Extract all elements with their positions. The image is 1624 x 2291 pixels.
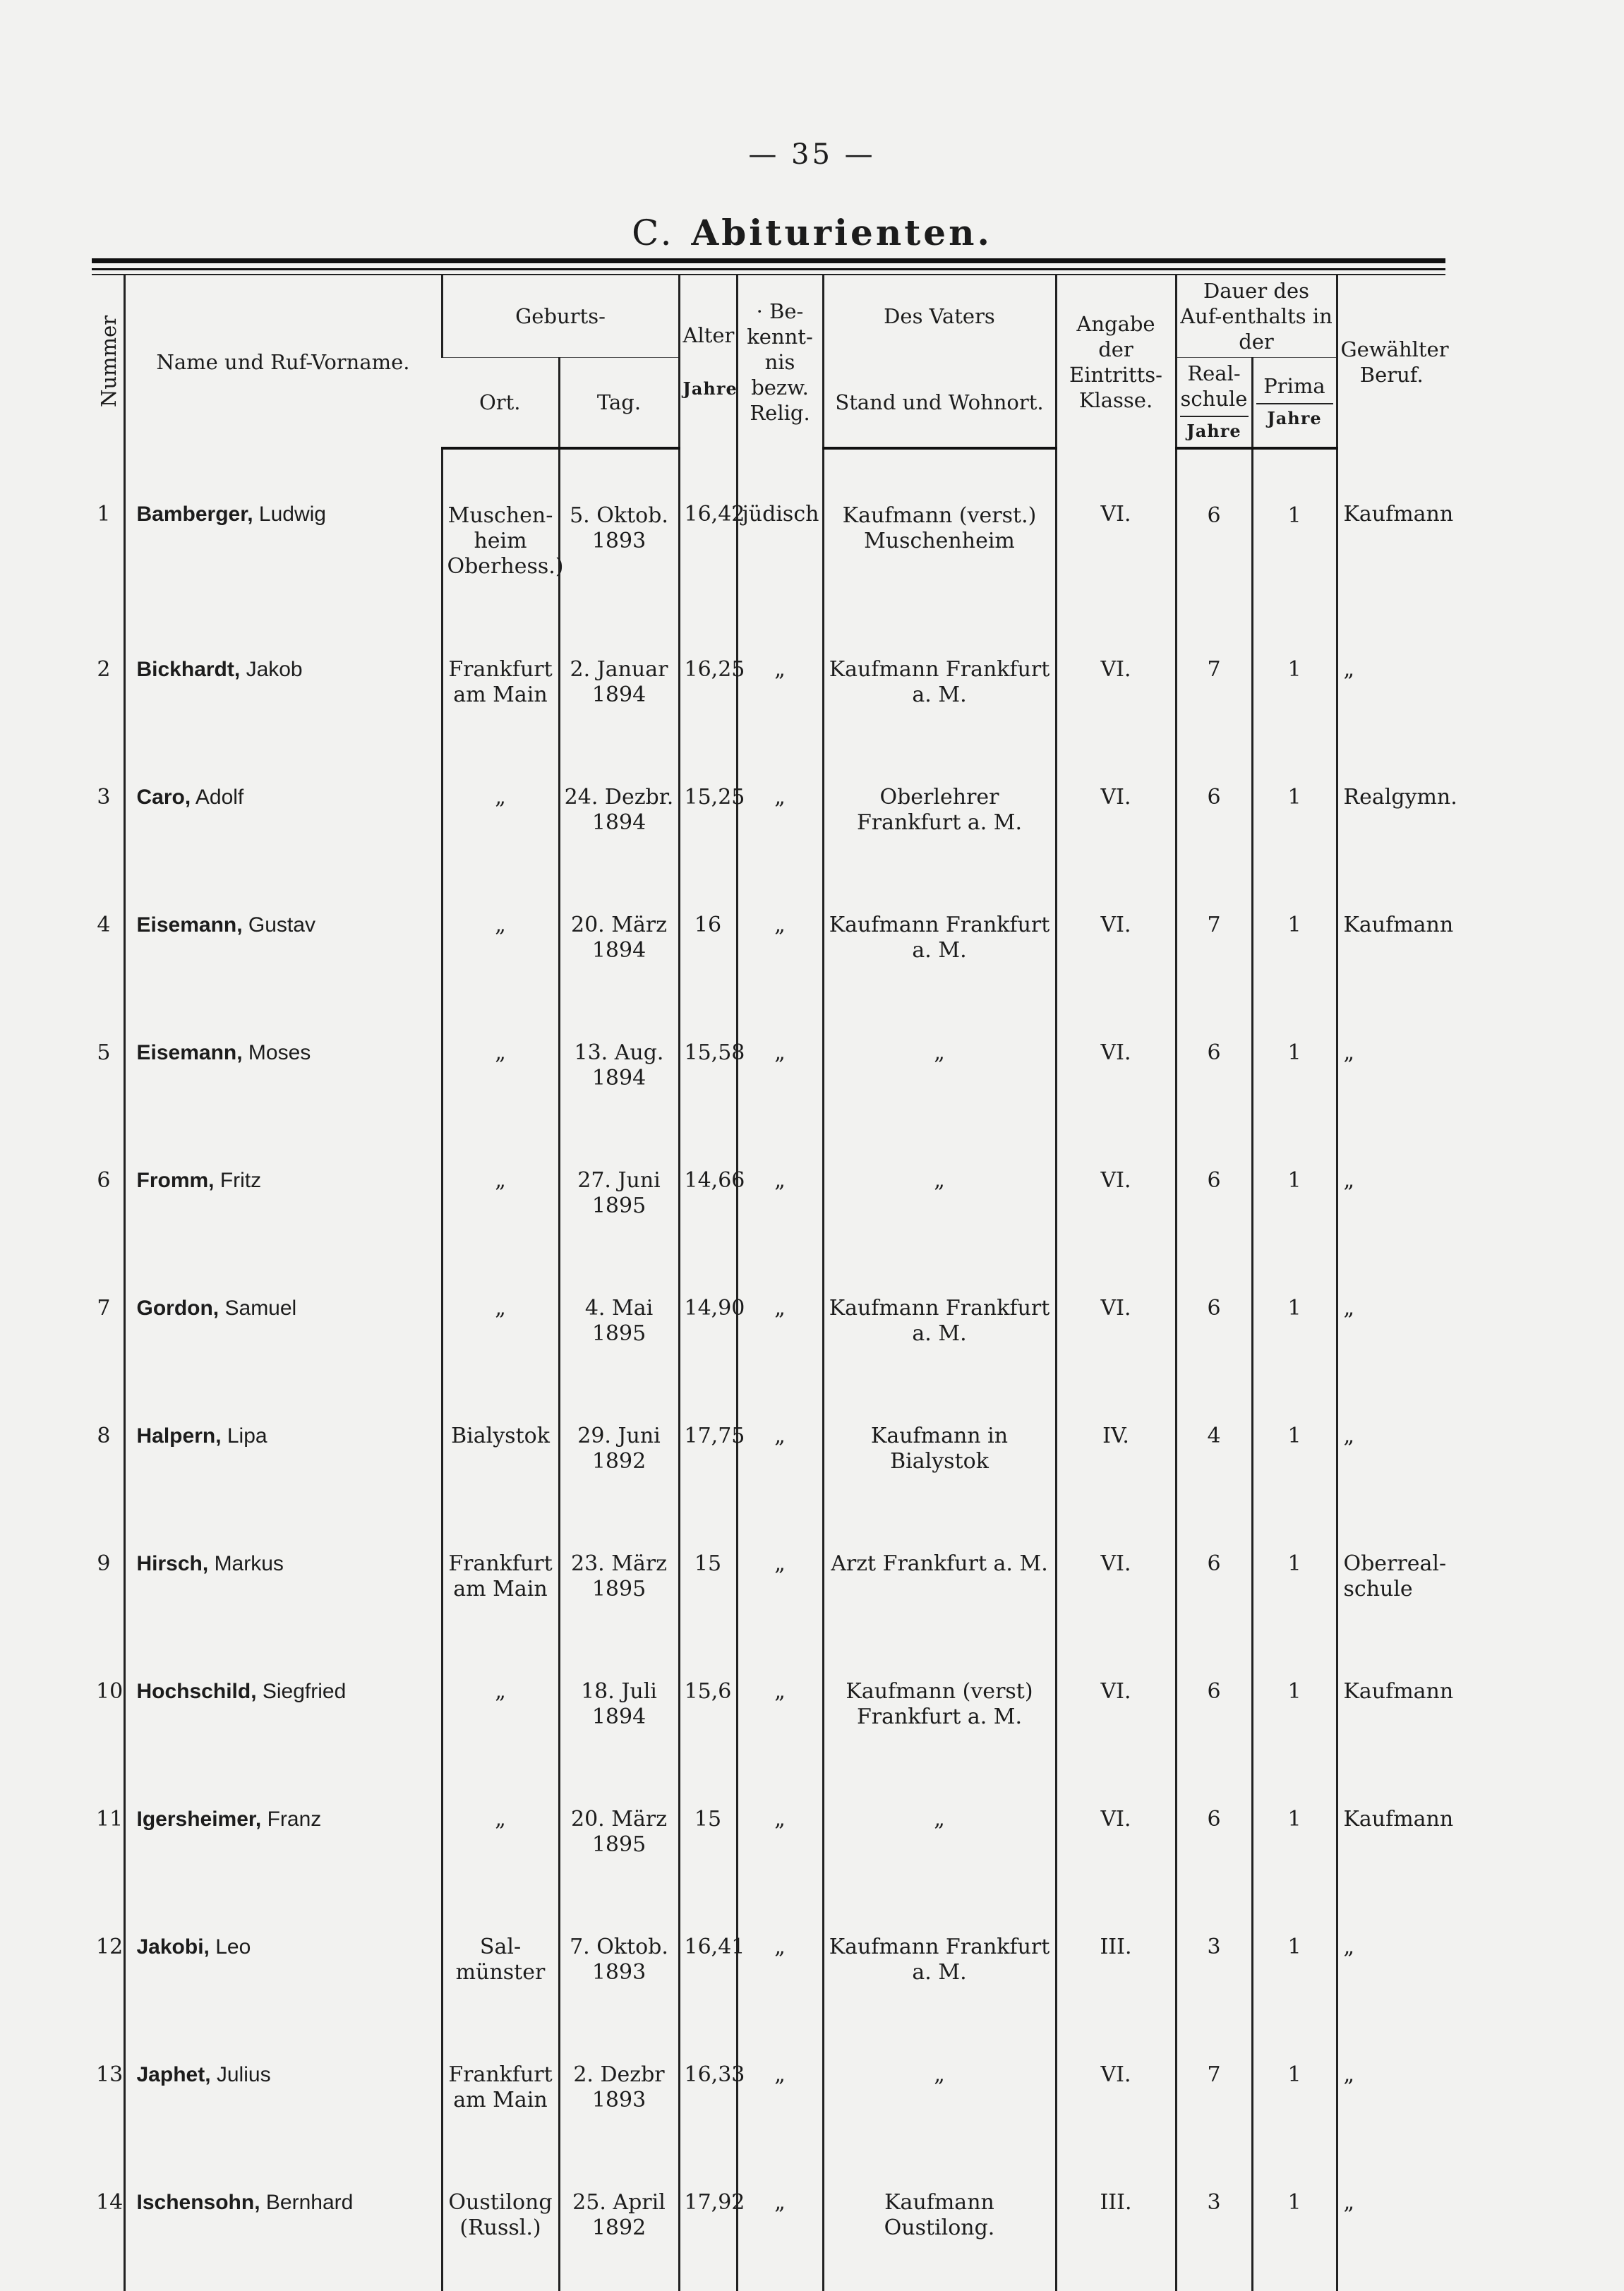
cell-firstname: Siegfried [262, 1680, 347, 1703]
cell-religion: jüdisch [737, 448, 823, 630]
cell-alter: 15 [679, 1525, 737, 1652]
cell-firstname: Franz [267, 1808, 322, 1831]
cell-klasse: VI. [1056, 1780, 1176, 1908]
cell-beruf: „ [1337, 1269, 1445, 1397]
cell-name [124, 630, 442, 758]
table-row [92, 2163, 1445, 2291]
cell-nr: 14 [96, 2190, 124, 2215]
cell-tag: 2. Dezbr 1893 [559, 2036, 679, 2163]
cell-name [124, 1014, 442, 1141]
cell-religion: „ [737, 2163, 823, 2291]
cell-alter: 16,41 [679, 1908, 737, 2036]
table-row [92, 2036, 1445, 2163]
header-realschule-unit: Jahre [1180, 416, 1249, 444]
cell-beruf: „ [1337, 2163, 1445, 2291]
cell-vater: Kaufmann (verst) Frankfurt a. M. [823, 1652, 1056, 1780]
cell-surname: Igersheimer, [136, 1808, 262, 1831]
table-row [92, 1652, 1445, 1780]
cell-tag: 13. Aug. 1894 [559, 1014, 679, 1141]
header-prima-label: Prima [1263, 374, 1325, 398]
cell-surname: Ischensohn, [136, 2191, 260, 2214]
cell-beruf: „ [1337, 2036, 1445, 2163]
header-religion: · Be-kennt-nis bezw. Relig. [737, 275, 823, 448]
cell-religion: „ [737, 2036, 823, 2163]
cell-klasse: VI. [1056, 630, 1176, 758]
page-number: — 35 — [748, 138, 876, 171]
cell-klasse: IV. [1056, 1397, 1176, 1525]
cell-nr: 5 [97, 1040, 111, 1065]
cell-firstname: Adolf [195, 786, 244, 809]
cell-nr: 9 [97, 1551, 111, 1576]
cell-tag: 25. April 1892 [559, 2163, 679, 2291]
header-ort: Ort. [442, 358, 559, 449]
header-tag: Tag. [559, 358, 679, 449]
table-row [92, 1269, 1445, 1397]
cell-realschule: 6 [1176, 758, 1252, 886]
cell-religion: „ [737, 1780, 823, 1908]
cell-realschule: 7 [1176, 630, 1252, 758]
cell-alter: 14,66 [679, 1141, 737, 1269]
cell-ort: „ [442, 1652, 559, 1780]
cell-name [124, 1908, 442, 2036]
cell-vater: „ [823, 1014, 1056, 1141]
table-row [92, 758, 1445, 886]
cell-klasse: VI. [1056, 2036, 1176, 2163]
cell-prima: 1 [1252, 1652, 1337, 1780]
cell-prima: 1 [1252, 1269, 1337, 1397]
cell-realschule: 6 [1176, 1525, 1252, 1652]
cell-ort: „ [442, 1269, 559, 1397]
cell-ort: „ [442, 1014, 559, 1141]
cell-firstname: Jakob [246, 658, 303, 681]
cell-prima: 1 [1252, 630, 1337, 758]
cell-klasse: VI. [1056, 448, 1176, 630]
cell-nr: 7 [97, 1296, 111, 1321]
cell-surname: Japhet, [136, 2063, 211, 2086]
cell-surname: Gordon, [136, 1297, 219, 1320]
table-row [92, 448, 1445, 630]
cell-surname: Eisemann, [136, 1041, 243, 1064]
cell-name [124, 1652, 442, 1780]
cell-prima: 1 [1252, 1525, 1337, 1652]
cell-beruf: Realgymn. [1337, 758, 1445, 886]
cell-name [124, 1397, 442, 1525]
header-alter [679, 275, 737, 448]
cell-alter: 16,25 [679, 630, 737, 758]
cell-prima: 1 [1252, 1908, 1337, 2036]
cell-tag: 5. Oktob. 1893 [559, 448, 679, 630]
cell-religion: „ [737, 1141, 823, 1269]
cell-vater: Kaufmann in Bialystok [823, 1397, 1056, 1525]
table-row [92, 1780, 1445, 1908]
cell-nr: 10 [96, 1679, 124, 1704]
cell-firstname: Gustav [248, 913, 315, 937]
header-vater: Des Vaters [823, 275, 1056, 358]
cell-prima: 1 [1252, 448, 1337, 630]
top-rule-thick [92, 258, 1445, 263]
cell-firstname: Markus [214, 1552, 284, 1575]
cell-vater: Oberlehrer Frankfurt a. M. [823, 758, 1056, 886]
cell-realschule: 4 [1176, 1397, 1252, 1525]
cell-realschule: 7 [1176, 2036, 1252, 2163]
cell-beruf: „ [1337, 1397, 1445, 1525]
cell-vater: Arzt Frankfurt a. M. [823, 1525, 1056, 1652]
cell-firstname: Moses [248, 1041, 311, 1064]
section-title [0, 212, 1624, 253]
cell-vater: Kaufmann (verst.) Muschenheim [823, 448, 1056, 630]
cell-firstname: Lipa [227, 1424, 267, 1448]
cell-religion: „ [737, 630, 823, 758]
cell-realschule: 6 [1176, 1014, 1252, 1141]
cell-firstname: Fritz [219, 1169, 262, 1192]
table-row [92, 1014, 1445, 1141]
cell-klasse: VI. [1056, 1014, 1176, 1141]
cell-prima: 1 [1252, 1780, 1337, 1908]
cell-klasse: VI. [1056, 1652, 1176, 1780]
cell-vater: Kaufmann Frankfurt a. M. [823, 630, 1056, 758]
cell-alter: 17,75 [679, 1397, 737, 1525]
cell-tag: 20. März 1894 [559, 886, 679, 1014]
cell-firstname: Ludwig [258, 503, 326, 526]
cell-prima: 1 [1252, 2036, 1337, 2163]
cell-realschule: 6 [1176, 448, 1252, 630]
table-row [92, 1908, 1445, 2036]
cell-tag: 24. Dezbr. 1894 [559, 758, 679, 886]
header-dauer: Dauer des Auf-enthalts in der [1176, 275, 1337, 358]
cell-ort: Frankfurt am Main [442, 1525, 559, 1652]
cell-tag: 23. März 1895 [559, 1525, 679, 1652]
cell-prima: 1 [1252, 1397, 1337, 1525]
header-realschule [1176, 358, 1252, 449]
cell-realschule: 3 [1176, 2163, 1252, 2291]
cell-surname: Halpern, [136, 1424, 222, 1448]
header-vater-sub: Stand und Wohnort. [823, 358, 1056, 449]
cell-ort: „ [442, 1780, 559, 1908]
cell-tag: 18. Juli 1894 [559, 1652, 679, 1780]
top-rule-thin [92, 268, 1445, 270]
cell-beruf: Kaufmann [1337, 1780, 1445, 1908]
cell-prima: 1 [1252, 1141, 1337, 1269]
cell-beruf: „ [1337, 1908, 1445, 2036]
cell-firstname: Leo [215, 1935, 251, 1959]
cell-nr: 3 [97, 785, 111, 810]
cell-prima: 1 [1252, 886, 1337, 1014]
cell-tag: 20. März 1895 [559, 1780, 679, 1908]
cell-beruf: „ [1337, 1014, 1445, 1141]
cell-alter: 16 [679, 886, 737, 1014]
cell-alter: 17,92 [679, 2163, 737, 2291]
cell-name [124, 2036, 442, 2163]
cell-klasse: VI. [1056, 1141, 1176, 1269]
cell-religion: „ [737, 758, 823, 886]
cell-alter: 16,42 [679, 448, 737, 630]
cell-klasse: VI. [1056, 886, 1176, 1014]
cell-religion: „ [737, 1269, 823, 1397]
cell-beruf: „ [1337, 1141, 1445, 1269]
header-beruf: Gewählter Beruf. [1337, 275, 1445, 448]
header-geburts: Geburts- [442, 275, 679, 358]
cell-name [124, 2163, 442, 2291]
cell-name [124, 1141, 442, 1269]
cell-ort: Sal-münster [442, 1908, 559, 2036]
cell-name [124, 1780, 442, 1908]
cell-ort: Muschen-heim Oberhess.) [442, 448, 559, 630]
cell-tag: 7. Oktob. 1893 [559, 1908, 679, 2036]
cell-nr: 2 [97, 657, 111, 682]
cell-tag: 2. Januar 1894 [559, 630, 679, 758]
section-heading: Abiturienten. [691, 212, 992, 253]
cell-realschule: 6 [1176, 1141, 1252, 1269]
cell-beruf: „ [1337, 630, 1445, 758]
cell-tag: 4. Mai 1895 [559, 1269, 679, 1397]
cell-nr: 11 [96, 1807, 124, 1832]
cell-alter: 15,58 [679, 1014, 737, 1141]
cell-nr: 1 [97, 502, 111, 527]
cell-tag: 27. Juni 1895 [559, 1141, 679, 1269]
cell-firstname: Bernhard [265, 2191, 354, 2214]
header-name: Name und Ruf-Vorname. [124, 275, 442, 448]
table-row [92, 630, 1445, 758]
cell-religion: „ [737, 1397, 823, 1525]
cell-alter: 14,90 [679, 1269, 737, 1397]
header-alter-label: Alter [682, 323, 735, 347]
cell-religion: „ [737, 1652, 823, 1780]
cell-nr: 13 [96, 2062, 124, 2087]
cell-surname: Bamberger, [136, 503, 253, 526]
cell-tag: 29. Juni 1892 [559, 1397, 679, 1525]
cell-klasse: VI. [1056, 758, 1176, 886]
cell-surname: Hirsch, [136, 1552, 209, 1575]
cell-ort: „ [442, 1141, 559, 1269]
cell-ort: Bialystok [442, 1397, 559, 1525]
cell-name [124, 1525, 442, 1652]
cell-beruf: Oberreal-schule [1337, 1525, 1445, 1652]
cell-klasse: III. [1056, 2163, 1176, 2291]
cell-ort: Oustilong (Russl.) [442, 2163, 559, 2291]
cell-klasse: VI. [1056, 1269, 1176, 1397]
cell-realschule: 7 [1176, 886, 1252, 1014]
cell-beruf: Kaufmann [1337, 886, 1445, 1014]
cell-religion: „ [737, 1525, 823, 1652]
cell-vater: „ [823, 1780, 1056, 1908]
cell-nr: 4 [97, 913, 111, 937]
cell-alter: 16,33 [679, 2036, 737, 2163]
cell-klasse: VI. [1056, 1525, 1176, 1652]
cell-alter: 15,6 [679, 1652, 737, 1780]
cell-firstname: Julius [216, 2063, 271, 2086]
cell-vater: Kaufmann Frankfurt a. M. [823, 1269, 1056, 1397]
header-angabe: Angabe der Eintritts-Klasse. [1056, 275, 1176, 448]
cell-nr: 8 [97, 1424, 111, 1448]
table-row [92, 1397, 1445, 1525]
cell-ort: Frankfurt am Main [442, 2036, 559, 2163]
cell-prima: 1 [1252, 2163, 1337, 2291]
cell-alter: 15 [679, 1780, 737, 1908]
cell-religion: „ [737, 1014, 823, 1141]
cell-klasse: III. [1056, 1908, 1176, 2036]
cell-realschule: 6 [1176, 1780, 1252, 1908]
cell-ort: Frankfurt am Main [442, 630, 559, 758]
header-alter-unit: Jahre [682, 378, 738, 399]
cell-name [124, 1269, 442, 1397]
cell-surname: Jakobi, [136, 1935, 210, 1959]
cell-alter: 15,25 [679, 758, 737, 886]
table-row [92, 886, 1445, 1014]
cell-vater: Kaufmann Frankfurt a. M. [823, 886, 1056, 1014]
header-prima-unit: Jahre [1256, 403, 1333, 431]
cell-beruf: Kaufmann [1337, 1652, 1445, 1780]
cell-surname: Fromm, [136, 1169, 215, 1192]
cell-realschule: 6 [1176, 1652, 1252, 1780]
table-row [92, 1141, 1445, 1269]
cell-ort: „ [442, 886, 559, 1014]
header-realschule-label: Real-schule [1180, 361, 1248, 411]
table-row [92, 1525, 1445, 1652]
cell-prima: 1 [1252, 758, 1337, 886]
cell-realschule: 3 [1176, 1908, 1252, 2036]
cell-beruf: Kaufmann [1337, 448, 1445, 630]
cell-surname: Hochschild, [136, 1680, 257, 1703]
cell-surname: Bickhardt, [136, 658, 241, 681]
cell-realschule: 6 [1176, 1269, 1252, 1397]
abiturienten-table [92, 274, 1457, 2291]
cell-ort: „ [442, 758, 559, 886]
cell-surname: Eisemann, [136, 913, 243, 937]
cell-vater: „ [823, 2036, 1056, 2163]
cell-surname: Caro, [136, 786, 191, 809]
cell-nr: 6 [97, 1168, 111, 1193]
header-prima [1252, 358, 1337, 449]
cell-name [124, 886, 442, 1014]
cell-prima: 1 [1252, 1014, 1337, 1141]
cell-nr: 12 [96, 1935, 124, 1959]
cell-name [124, 758, 442, 886]
section-letter: C. [632, 212, 675, 253]
cell-vater: Kaufmann Oustilong. [823, 2163, 1056, 2291]
cell-vater: „ [823, 1141, 1056, 1269]
cell-vater: Kaufmann Frankfurt a. M. [823, 1908, 1056, 2036]
cell-religion: „ [737, 1908, 823, 2036]
header-nummer: Nummer [92, 275, 124, 448]
cell-firstname: Samuel [224, 1297, 297, 1320]
cell-religion: „ [737, 886, 823, 1014]
cell-name [124, 448, 442, 630]
